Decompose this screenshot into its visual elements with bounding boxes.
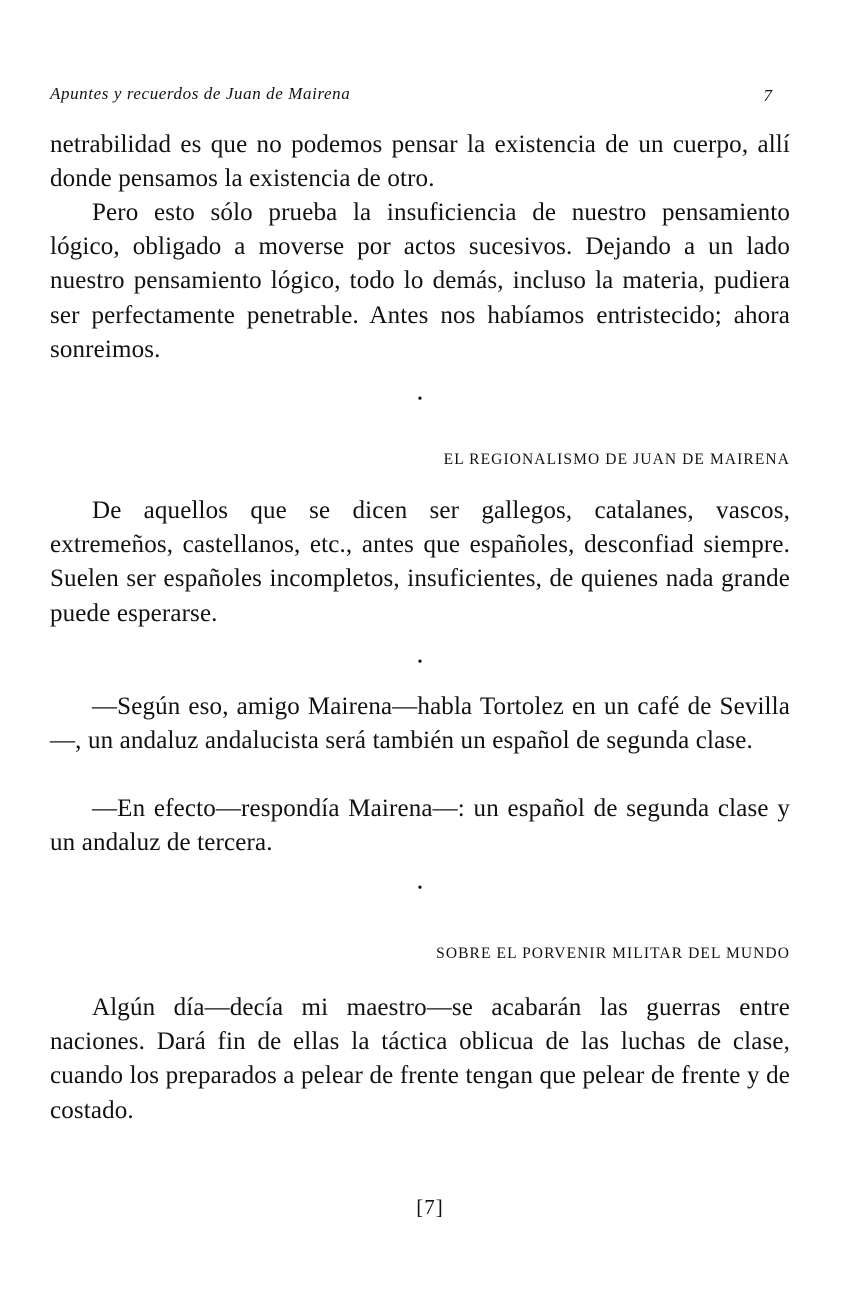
paragraph-penetrability: Pero esto sólo prueba la insuficiencia de nuestro pensamiento lógico, obligado a moverse por actos sucesivos. Dejando a un lado nuestro pensamiento lógico, todo lo demás, incluso la materia, pudiera ser perfectamente penetrable. Antes nos habíamos entristecido; ahora sonreimos.	[50, 199, 790, 363]
paragraph-regionalismo: De aquellos que se dicen ser gallegos, catalanes, vascos, extremeños, castellanos, etc., antes que españoles, desconfiad siempre. Suelen ser españoles incompletos, insuficientes, de quienes nada grande puede esperarse.	[50, 497, 790, 627]
section-ornament: •	[417, 881, 423, 896]
running-title: Apuntes y recuerdos de Juan de Mairena	[50, 84, 351, 103]
section-title-porvenir: SOBRE EL PORVENIR MILITAR DEL MUNDO	[436, 945, 790, 962]
paragraph-continuation: netrabilidad es que no podemos pensar la existencia de un cuerpo, allí donde pensamos la existencia de otro.	[50, 131, 790, 193]
page-number: 7	[763, 86, 772, 105]
paragraph-respuesta: —En efecto—respondía Mairena—: un español de segunda clase y un andaluz de tercera.	[50, 795, 790, 857]
section-ornament: •	[417, 655, 423, 670]
section-title-regionalismo: EL REGIONALISMO DE JUAN DE MAIRENA	[443, 451, 790, 468]
paragraph-tortolez: —Según eso, amigo Mairena—habla Tortolez en un café de Sevilla—, un andaluz andalucista será también un español de segunda clase.	[50, 693, 790, 755]
folio: [7]	[416, 1195, 444, 1219]
paragraph-porvenir: Algún día—decía mi maestro—se acabarán las guerras entre naciones. Dará fin de ellas la táctica oblicua de las luchas de clase, cuando los preparados a pelear de frente tengan que pelear de frente y de costado.	[50, 994, 790, 1124]
running-head	[50, 84, 790, 106]
section-ornament: •	[417, 392, 423, 407]
